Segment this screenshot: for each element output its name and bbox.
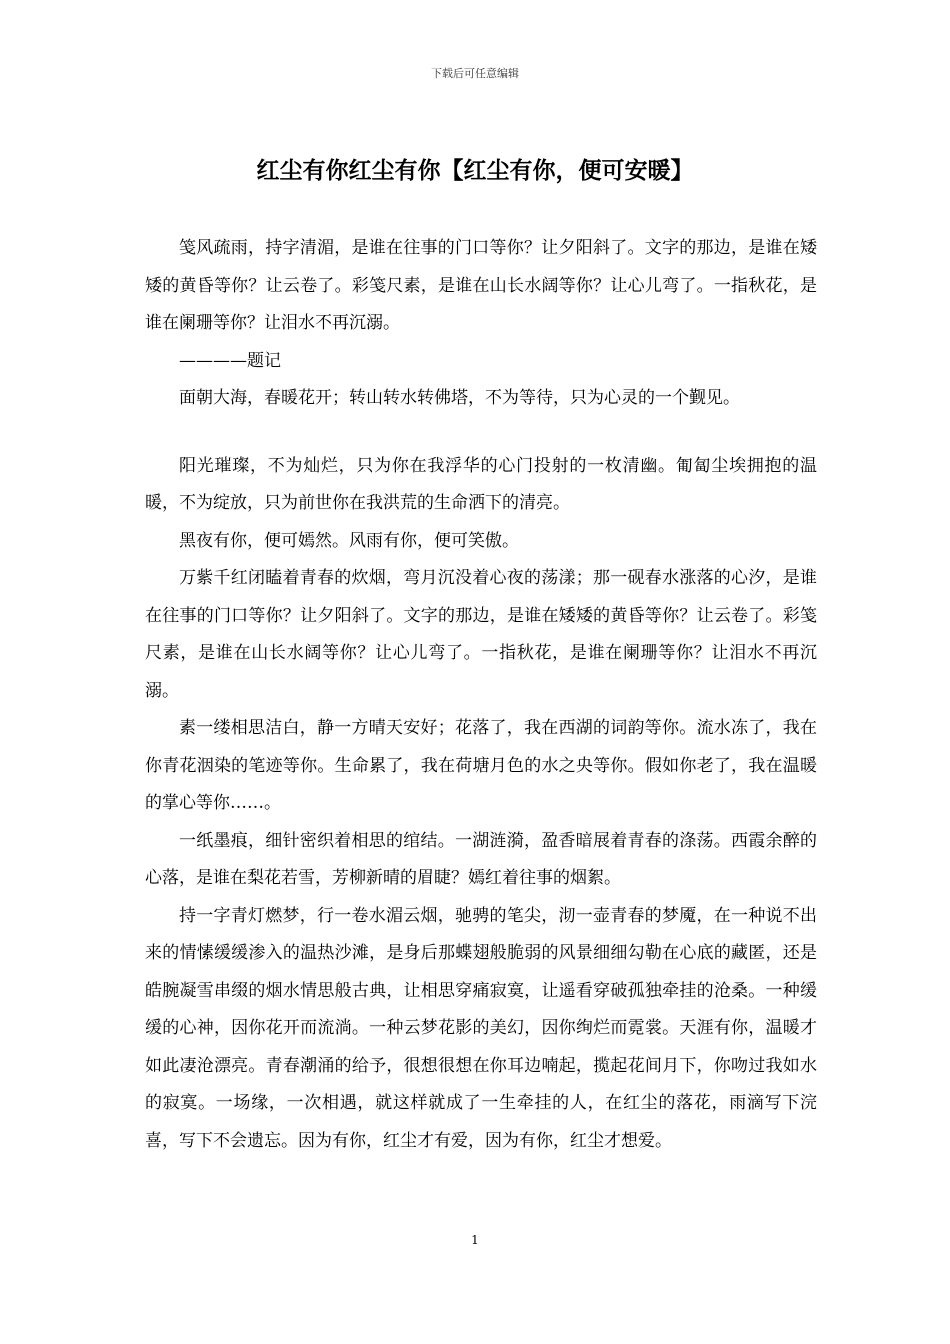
paragraph-6: 素一缕相思洁白，静一方晴天安好；花落了，我在西湖的词韵等你。流水冻了，我在你青花洇染的笔迹等你。生命累了，我在荷塘月色的水之央等你。假如你老了，我在温暖的掌心等你……。 xyxy=(145,718,817,813)
paragraph-epigraph-credit: ————题记 xyxy=(179,350,281,371)
paragraph-4: 黑夜有你，便可嫣然。风雨有你，便可笑傲。 xyxy=(179,530,519,551)
page-number: 1 xyxy=(471,1233,479,1247)
document-title: 红尘有你红尘有你【红尘有你，便可安暖】 xyxy=(256,157,694,184)
document-body xyxy=(145,230,817,1160)
header-note: 下载后可任意编辑 xyxy=(431,67,519,80)
paragraph-3: 阳光璀璨，不为灿烂，只为你在我浮华的心门投射的一枚清幽。匍匐尘埃拥抱的温暖，不为绽放，只为前世你在我洪荒的生命洒下的清亮。 xyxy=(145,455,817,513)
paragraph-1: 笺风疏雨，持字清湄，是谁在往事的门口等你？让夕阳斜了。文字的那边，是谁在矮矮的黄昏等你？让云卷了。彩笺尺素，是谁在山长水阔等你？让心儿弯了。一指秋花，是谁在阑珊等你？让泪水不再沉溺。 xyxy=(145,238,817,333)
paragraph-7: 一纸墨痕，细针密织着相思的绾结。一湖涟漪，盈香暗展着青春的涤荡。西霞余醉的心落，是谁在梨花若雪，芳柳新晴的眉睫？嫣红着往事的烟絮。 xyxy=(145,830,817,888)
paragraph-2: 面朝大海，春暖花开；转山转水转佛塔，不为等待，只为心灵的一个觐见。 xyxy=(179,388,740,408)
paragraph-8: 持一字青灯燃梦，行一卷水湄云烟，驰骋的笔尖，沏一壶青春的梦魇，在一种说不出来的情愫缓缓渗入的温热沙滩，是身后那蝶翅般脆弱的风景细细勾勒在心底的藏匿，还是皓腕凝雪串缀的烟水情思般古典，让相思穿痛寂寞，让遥看穿破孤独牵挂的沧桑。一种缓缓的心神，因你花开而流淌。一种云梦花影的美幻，因你绚烂而霓裳。天涯有你，温暖才如此凄沧漂亮。青春潮涌的给予，很想很想在你耳边喃起，揽起花间月下，你吻过我如水的寂寞。一场缘，一次相遇，就这样就成了一生牵挂的人，在红尘的落花，雨滴写下浣喜，写下不会遗忘。因为有你，红尘才有爱，因为有你，红尘才想爱。 xyxy=(145,905,817,1151)
paragraph-5: 万紫千红闭瞌着青春的炊烟，弯月沉没着心夜的荡漾；那一砚春水涨落的心汐，是谁在往事的门口等你？让夕阳斜了。文字的那边，是谁在矮矮的黄昏等你？让云卷了。彩笺尺素，是谁在山长水阔等你？让心儿弯了。一指秋花，是谁在阑珊等你？让泪水不再沉溺。 xyxy=(145,568,817,701)
